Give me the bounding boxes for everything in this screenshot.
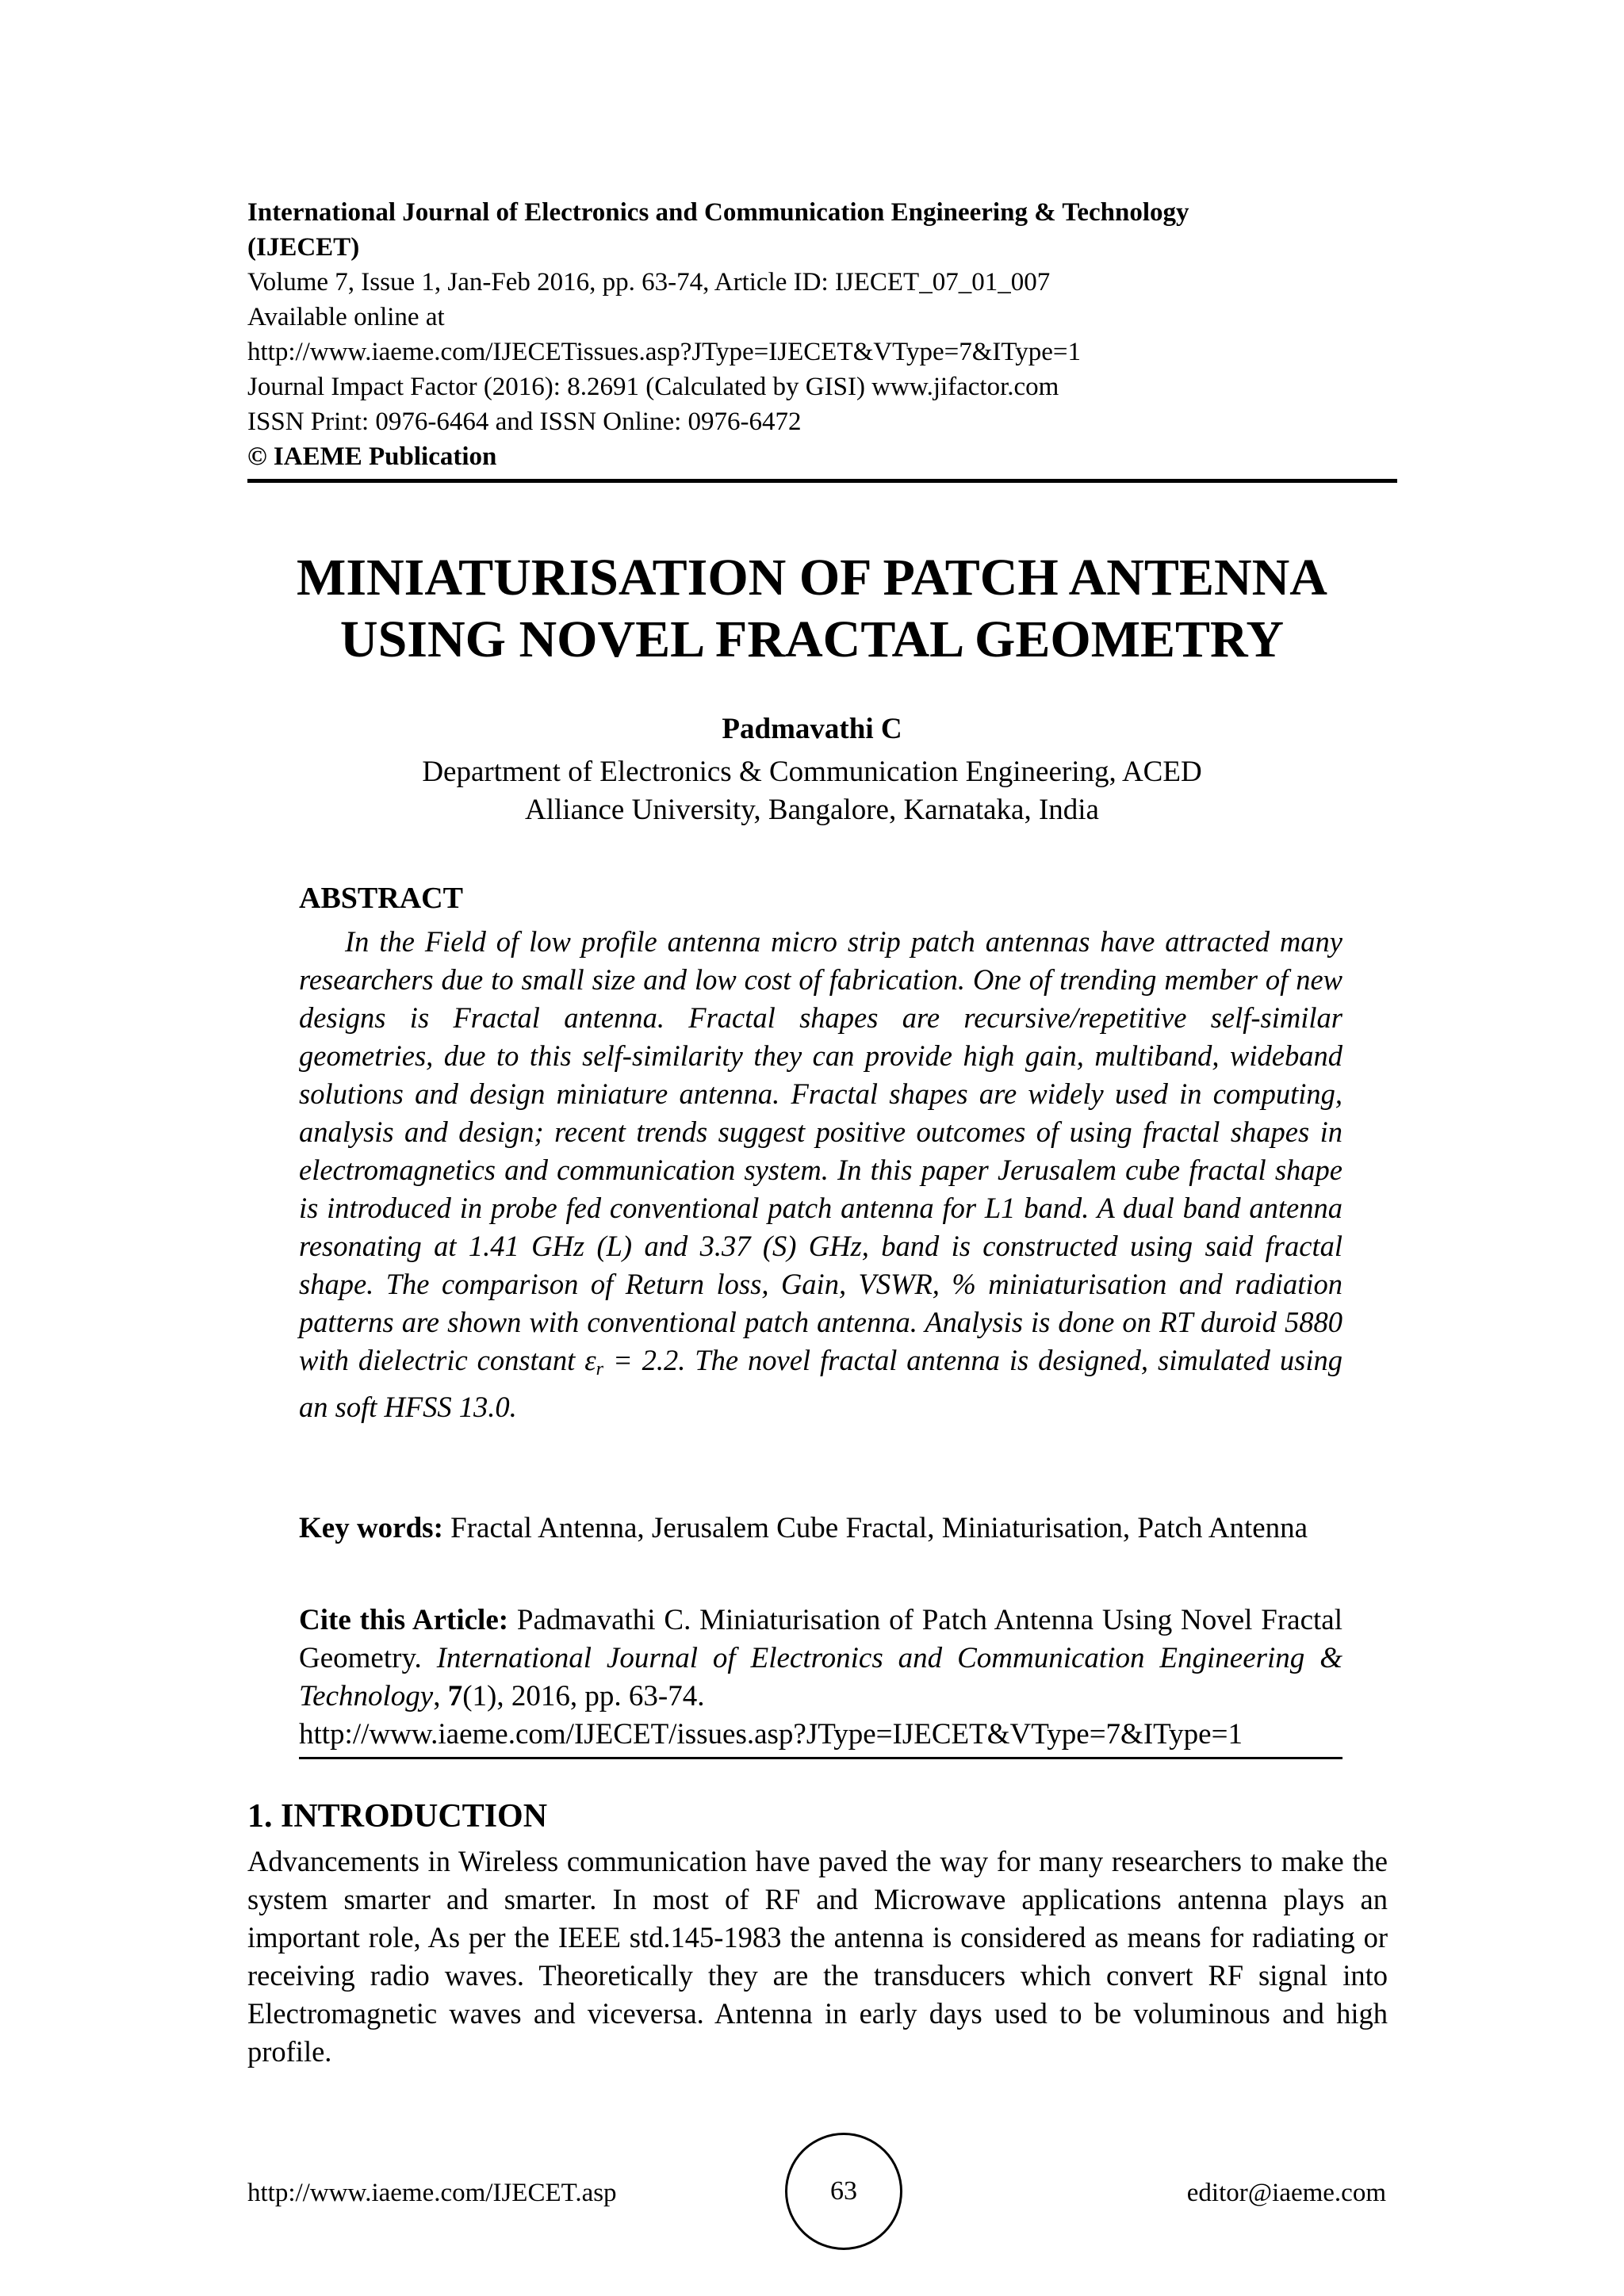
paper-title — [159, 547, 1465, 671]
citation — [299, 1601, 1342, 1754]
journal-name-line2: (IJECET) — [247, 233, 360, 262]
citation-separator: , — [433, 1680, 448, 1712]
journal-issn: ISSN Print: 0976-6464 and ISSN Online: 0976-6472 — [247, 408, 802, 436]
journal-available: Available online at — [247, 303, 445, 331]
journal-url[interactable]: http://www.iaeme.com/IJECETissues.asp?JType=IJECET&VType=7&IType=1 — [247, 338, 1081, 366]
publisher: © IAEME Publication — [247, 442, 497, 471]
author-affiliation — [159, 753, 1465, 829]
keywords — [299, 1510, 1342, 1548]
citation-journal: International Journal of Electronics and Communication Engineering & Technology — [299, 1642, 1342, 1712]
journal-name-line1: International Journal of Electronics and Communication Engineering & Technology — [247, 198, 1189, 227]
introduction-heading: 1. INTRODUCTION — [247, 1798, 548, 1835]
page-number: 63 — [830, 2176, 857, 2206]
paper-title-line2: USING NOVEL FRACTAL GEOMETRY — [339, 610, 1285, 668]
abstract-heading: ABSTRACT — [299, 882, 463, 915]
keywords-label: Key words: — [299, 1512, 443, 1544]
introduction-body: Advancements in Wireless communication have paved the way for many researchers to make the system smarter and smarter. In most of RF and Microwave applications antenna plays an important role, As per the IEEE std.145-1983 the antenna is considered as means for radiating or receiving radio waves. Theoretically they are the transducers which convert RF signal into Electromagnetic waves and viceversa. Antenna in early days used to be voluminous and high profile. — [247, 1845, 1388, 2068]
epsilon-symbol: ε — [584, 1344, 596, 1376]
author-name: Padmavathi C — [722, 713, 902, 745]
footer-email[interactable]: editor@iaeme.com — [1186, 2179, 1386, 2207]
journal-volume: Volume 7, Issue 1, Jan-Feb 2016, pp. 63-74, Article ID: IJECET_07_01_007 — [247, 268, 1051, 297]
citation-divider — [299, 1757, 1342, 1759]
journal-impact-factor: Journal Impact Factor (2016): 8.2691 (Calculated by GISI) www.jifactor.com — [247, 373, 1059, 401]
citation-url[interactable]: http://www.iaeme.com/IJECET/issues.asp?JType=IJECET&VType=7&IType=1 — [299, 1718, 1243, 1751]
abstract-body — [299, 923, 1342, 1426]
header-divider — [247, 479, 1397, 483]
citation-label: Cite this Article: — [299, 1604, 509, 1636]
epsilon-subscript: r — [596, 1359, 604, 1380]
journal-header — [247, 195, 1405, 474]
footer-url[interactable]: http://www.iaeme.com/IJECET.asp — [247, 2179, 617, 2207]
page-number-circle — [785, 2133, 902, 2250]
abstract-text-end: = 2.2. The novel fractal antenna is designed, simulated using an soft HFSS 13.0. — [299, 1344, 1342, 1423]
affiliation-line1: Department of Electronics & Communication Engineering, ACED — [422, 756, 1202, 788]
citation-text: Padmavathi C. Miniaturisation of Patch Antenna Using Novel Fractal Geometry. — [299, 1604, 1342, 1674]
paper-title-line1: MINIATURISATION OF PATCH ANTENNA — [297, 549, 1327, 607]
citation-issue-pages: (1), 2016, pp. 63-74. — [462, 1680, 705, 1712]
keywords-text: Fractal Antenna, Jerusalem Cube Fractal, Miniaturisation, Patch Antenna — [442, 1512, 1308, 1544]
journal-name — [247, 195, 1405, 265]
affiliation-line2: Alliance University, Bangalore, Karnataka, India — [525, 794, 1099, 826]
abstract-text: In the Field of low profile antenna micro strip patch antennas have attracted many researchers due to small size and low cost of fabrication. One of trending member of new designs is Fractal antenna. Fractal shapes are recursive/repetitive self-similar geometries, due to this self-similarity they can provide high gain, multiband, wideband solutions and design miniature antenna. Fractal shapes are widely used in computing, analysis and design; recent trends suggest positive outcomes of using fractal shapes in electromagnetics and communication system. In this paper Jerusalem cube fractal shape is introduced in probe fed conventional patch antenna for L1 band. A dual band antenna resonating at 1.41 GHz (L) and 3.37 (S) GHz, band is constructed using said fractal shape. The comparison of Return loss, Gain, VSWR, % miniaturisation and radiation patterns are shown with conventional patch antenna. Analysis is done on RT duroid 5880 with dielectric constant — [299, 925, 1342, 1376]
citation-volume: 7 — [447, 1680, 463, 1712]
